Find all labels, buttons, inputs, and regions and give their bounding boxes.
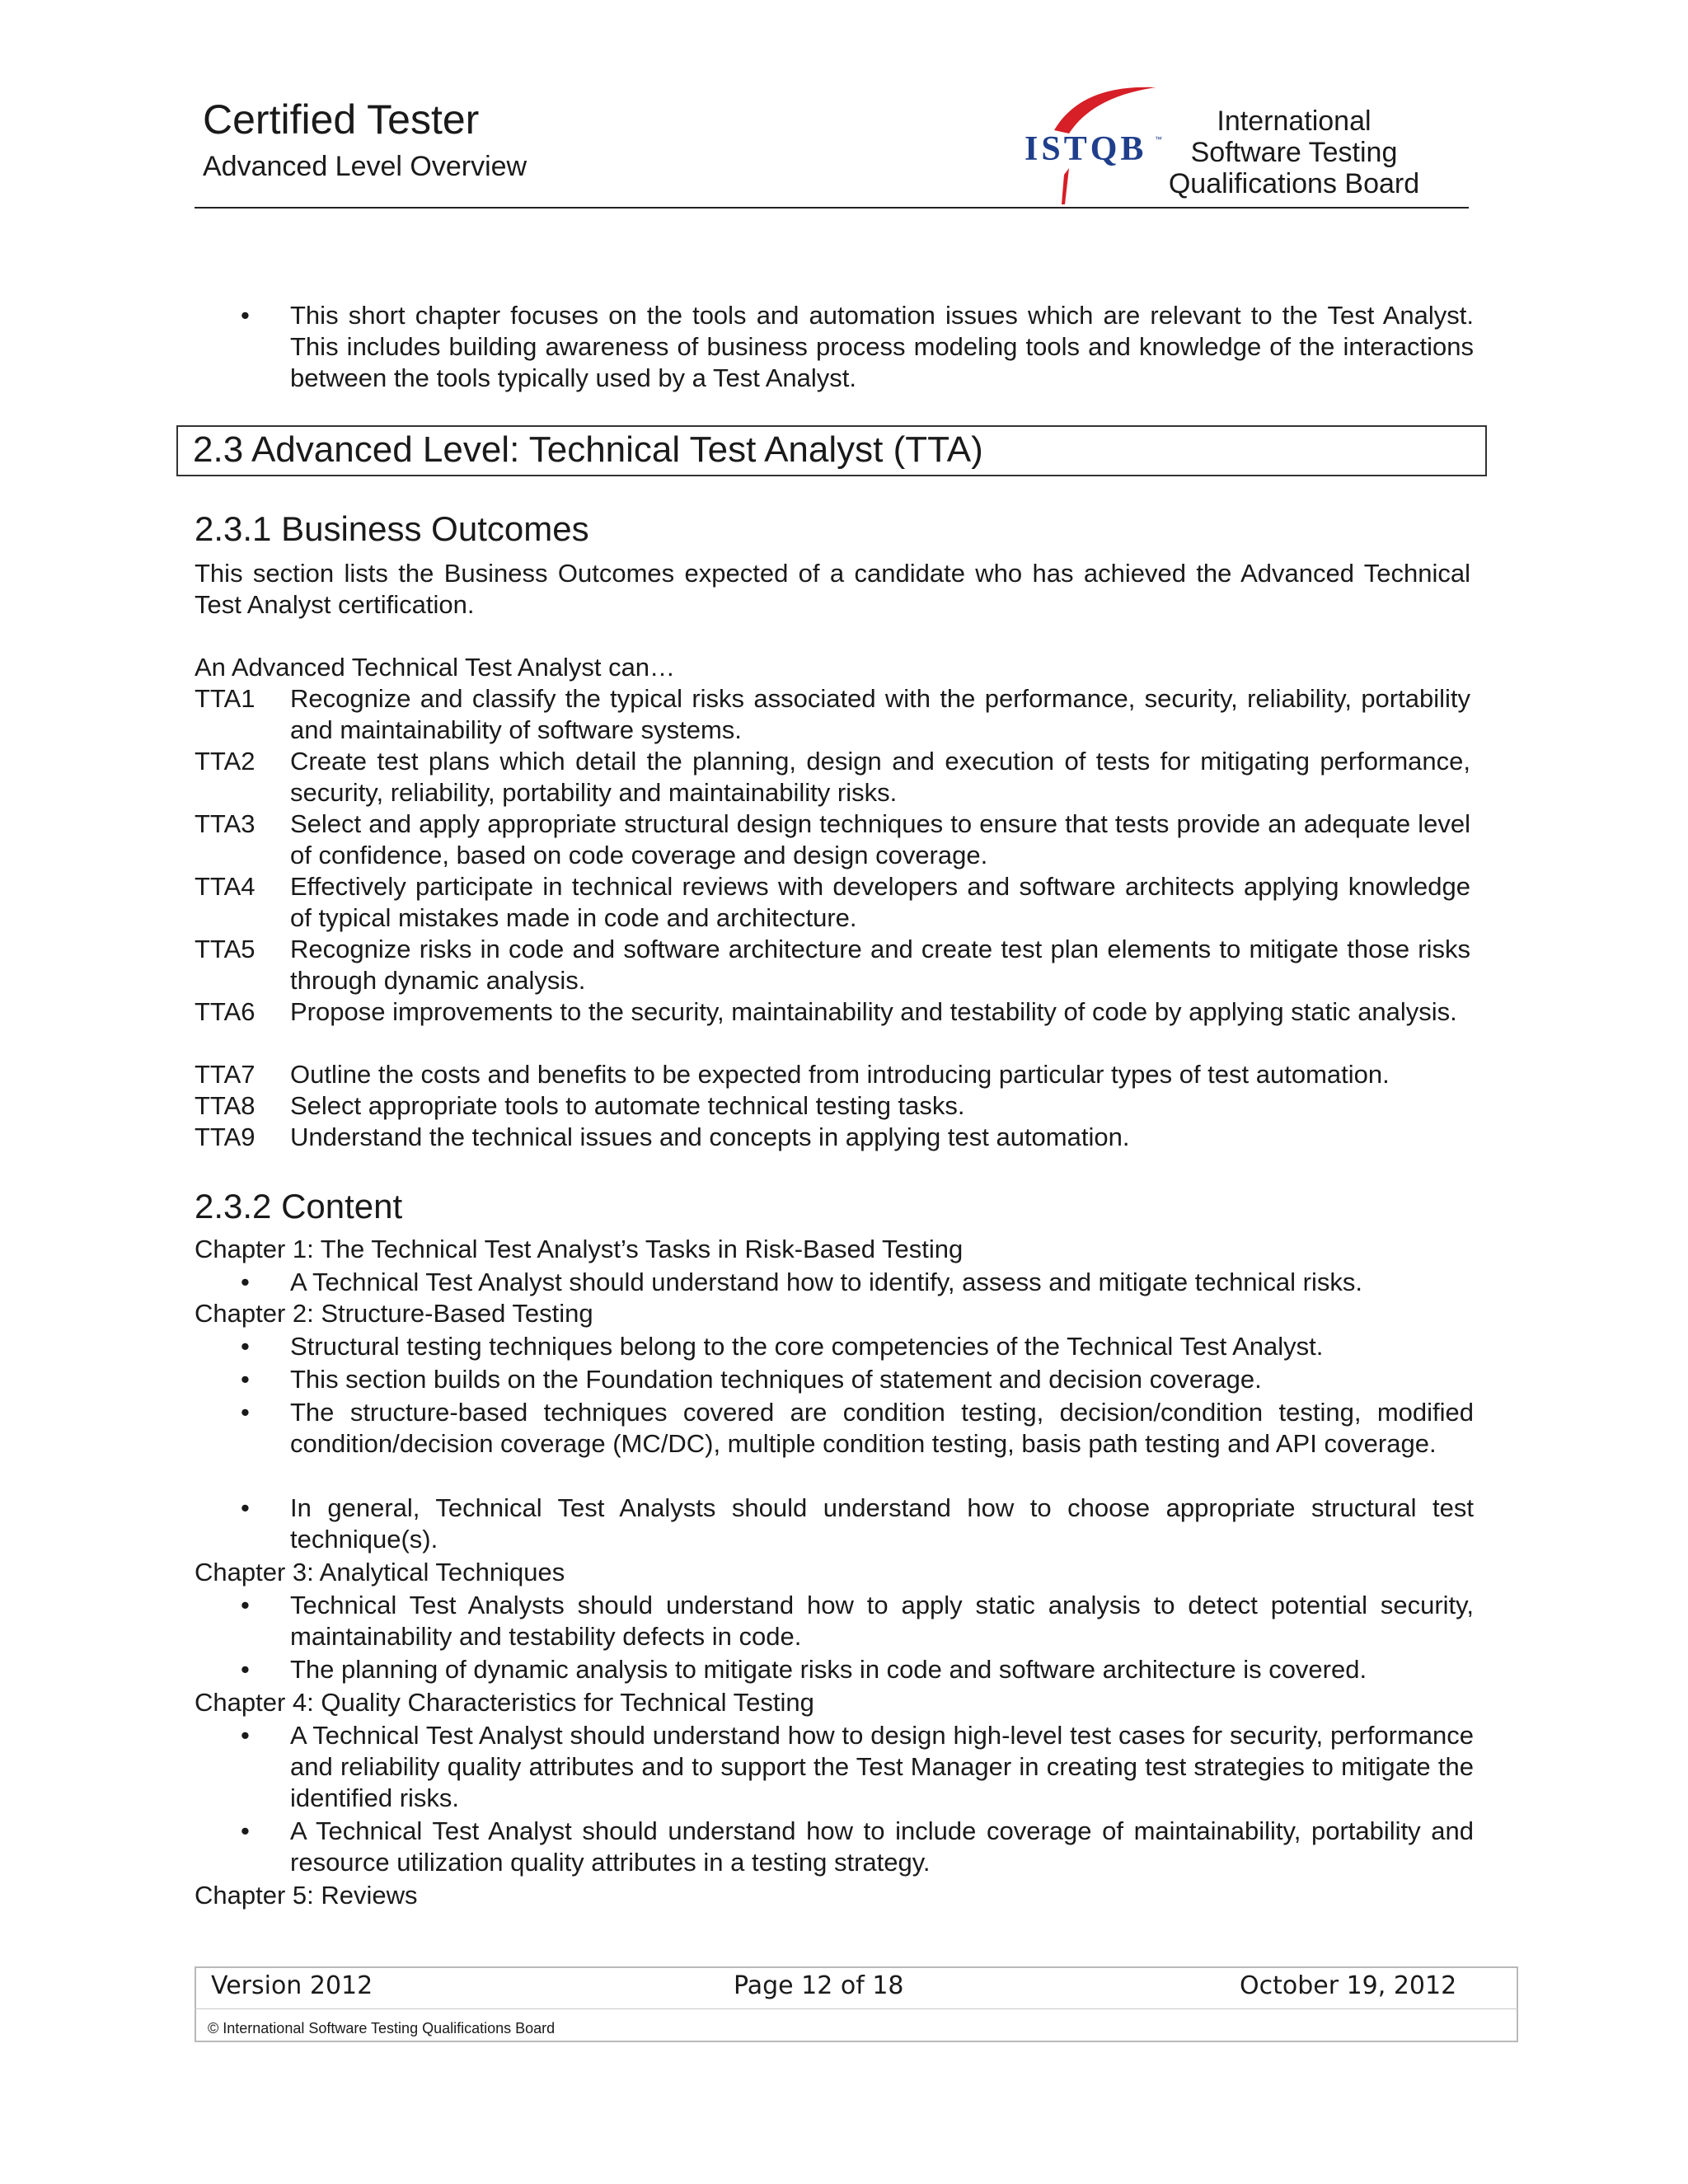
outcome-text: Effectively participate in technical reviews with developers and software architects applying knowledge of typical mistakes made in code and architecture. (290, 872, 1470, 932)
bullet-text: This short chapter focuses on the tools and automation issues which are relevant to the Test Analyst. This includes building awareness of business process modeling tools and knowledge of the interactions between the tools typically used by a Test Analyst. (290, 301, 1474, 392)
footer-version: Version 2012 (211, 1971, 373, 2000)
document-subtitle: Advanced Level Overview (203, 151, 528, 182)
outcome-id: TTA3 (195, 809, 256, 838)
bullet-text: The structure-based techniques covered are condition testing, decision/condition testing, modified condition/decision coverage (MC/DC), multiple condition testing, basis path testing and API coverage. (290, 1398, 1474, 1458)
subsection-heading: 2.3.1 Business Outcomes (195, 509, 589, 548)
bullet-text: In general, Technical Test Analysts should understand how to choose appropriate structural test technique(s). (290, 1493, 1474, 1554)
outcome-text: Understand the technical issues and concepts in applying test automation. (290, 1122, 1130, 1151)
outcome-id: TTA1 (195, 684, 256, 713)
bullet-icon: • (241, 301, 250, 330)
outcome-text: Recognize risks in code and software architecture and create test plan elements to mitigate those risks through dynamic analysis. (290, 935, 1470, 995)
outcome-text: Recognize and classify the typical risks associated with the performance, security, reliability, portability and maintainability of software systems. (290, 684, 1470, 744)
bullet-text: A Technical Test Analyst should understand how to include coverage of maintainability, portability and resource utilization quality attributes in a testing strategy. (290, 1816, 1474, 1877)
outcome-text: Create test plans which detail the planning, design and execution of tests for mitigating performance, security, reliability, portability and maintainability risks. (290, 747, 1470, 807)
bullet-icon: • (241, 1493, 250, 1522)
chapter-title: Chapter 4: Quality Characteristics for Technical Testing (195, 1688, 814, 1717)
bullet-icon: • (241, 1591, 250, 1619)
paragraph: An Advanced Technical Test Analyst can… (195, 653, 676, 682)
outcome-text: Select and apply appropriate structural design techniques to ensure that tests provide an adequate level of confidence, based on code coverage and design coverage. (290, 809, 1470, 869)
bullet-icon: • (241, 1365, 250, 1394)
outcome-text: Propose improvements to the security, maintainability and testability of code by applying static analysis. (290, 997, 1457, 1026)
board-name (1162, 105, 1426, 199)
footer-page-number: Page 12 of 18 (734, 1971, 904, 2000)
bullet-icon: • (241, 1655, 250, 1684)
footer-copyright: © International Software Testing Qualifications Board (208, 2020, 556, 2036)
outcome-id: TTA9 (195, 1122, 256, 1151)
footer-date: October 19, 2012 (1240, 1971, 1457, 2000)
paragraph: This section lists the Business Outcomes expected of a candidate who has achieved the Advanced Technical Test Analyst certification. (195, 559, 1470, 619)
section-heading: 2.3 Advanced Level: Technical Test Analyst (TTA) (193, 429, 983, 470)
bullet-text: Technical Test Analysts should understand how to apply static analysis to detect potential security, maintainability and testability defects in code. (290, 1591, 1474, 1651)
logo-swoosh-tail-icon (1062, 168, 1069, 204)
board-line: Qualifications Board (1168, 168, 1420, 199)
outcome-text: Outline the costs and benefits to be expected from introducing particular types of test automation. (290, 1060, 1390, 1089)
bullet-text: A Technical Test Analyst should understand how to design high-level test cases for security, performance and reliability quality attributes and to support the Test Manager in creating test strategies to mitigate the identified risks. (290, 1721, 1474, 1812)
bullet-icon: • (241, 1332, 250, 1361)
outcome-id: TTA6 (195, 997, 256, 1026)
bullet-icon: • (241, 1721, 250, 1750)
bullet-icon: • (241, 1398, 250, 1427)
svg-text:™: ™ (1155, 135, 1162, 143)
document-title: Certified Tester (203, 96, 480, 143)
board-line: International (1217, 105, 1372, 137)
bullet-text: This section builds on the Foundation techniques of statement and decision coverage. (290, 1365, 1262, 1394)
bullet-icon: • (241, 1268, 250, 1296)
chapter-title: Chapter 3: Analytical Techniques (195, 1558, 565, 1586)
logo-wordmark: ISTQB (1025, 130, 1147, 168)
chapter-title: Chapter 2: Structure-Based Testing (195, 1299, 593, 1328)
outcome-id: TTA8 (195, 1091, 256, 1120)
subsection-heading: 2.3.2 Content (195, 1187, 403, 1226)
chapter-title: Chapter 1: The Technical Test Analyst’s Tasks in Risk-Based Testing (195, 1235, 964, 1263)
istqb-logo (1018, 82, 1166, 206)
outcome-id: TTA4 (195, 872, 256, 901)
bullet-text: The planning of dynamic analysis to mitigate risks in code and software architecture is covered. (290, 1655, 1367, 1684)
outcome-id: TTA7 (195, 1060, 256, 1089)
outcome-text: Select appropriate tools to automate technical testing tasks. (290, 1091, 965, 1120)
bullet-text: A Technical Test Analyst should understand how to identify, assess and mitigate technical risks. (290, 1268, 1363, 1296)
header-divider (195, 207, 1469, 209)
footer-divider (195, 2008, 1518, 2009)
outcome-id: TTA2 (195, 747, 256, 776)
logo-swoosh-icon (1054, 87, 1156, 134)
outcome-id: TTA5 (195, 935, 256, 963)
bullet-text: Structural testing techniques belong to the core competencies of the Technical Test Analyst. (290, 1332, 1324, 1361)
chapter-title: Chapter 5: Reviews (195, 1881, 418, 1910)
bullet-icon: • (241, 1816, 250, 1845)
board-line: Software Testing (1190, 137, 1398, 168)
